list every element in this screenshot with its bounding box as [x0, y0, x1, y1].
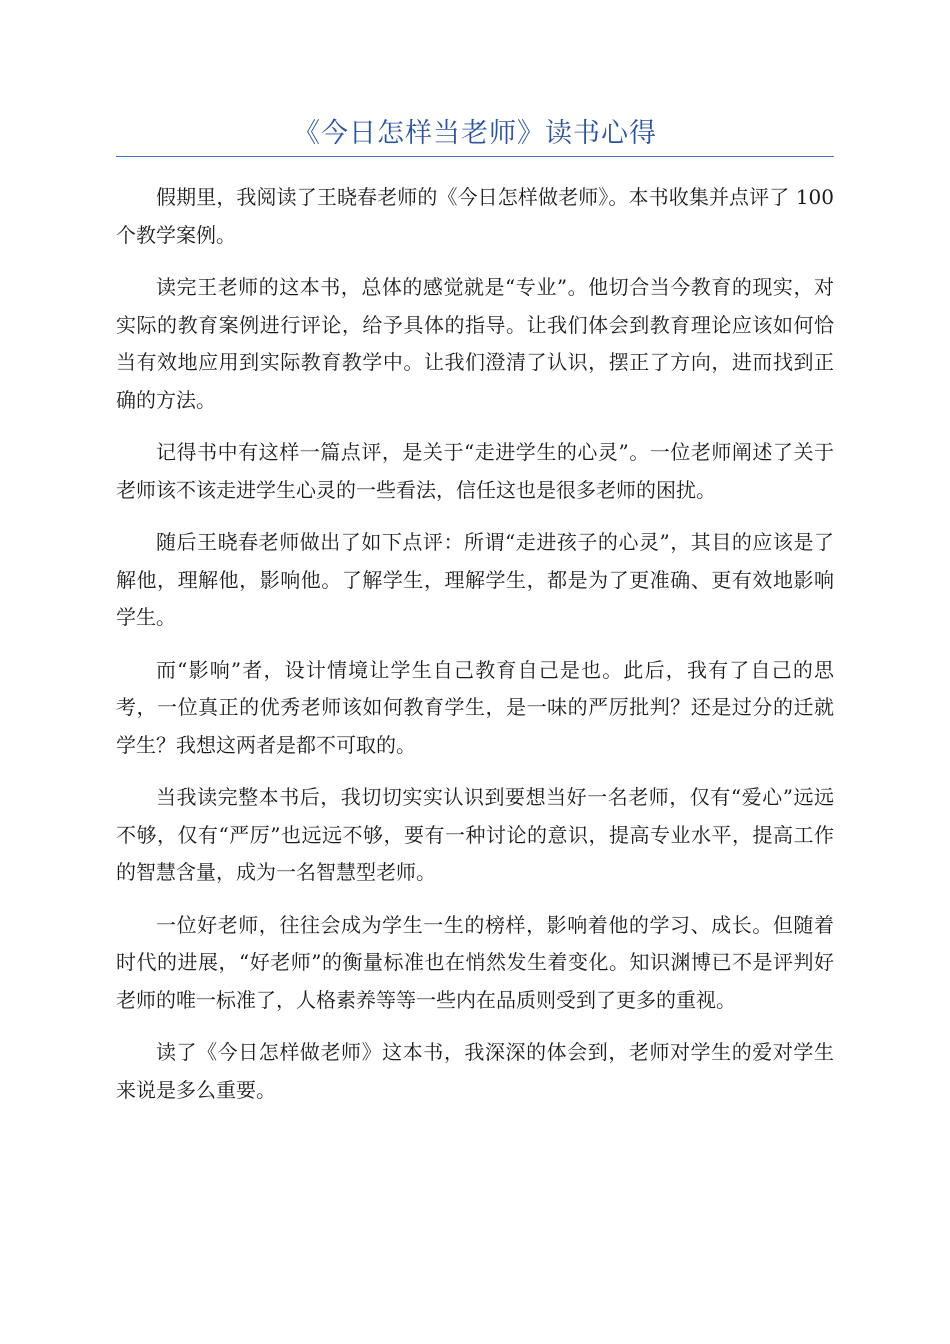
document-page	[116, 112, 834, 1124]
document-title: 《今日怎样当老师》读书心得	[293, 118, 657, 149]
paragraph-6: 当我读完整本书后，我切切实实认识到要想当好一名老师，仅有“爱心”远远不够，仅有“严厉”也远远不够，要有一种讨论的意识，提高专业水平，提高工作的智慧含量，成为一名智慧型老师。	[116, 785, 834, 884]
title-underline	[116, 156, 834, 157]
paragraph-1: 假期里，我阅读了王晓春老师的《今日怎样做老师》。本书收集并点评了 100 个教学案例。	[116, 185, 834, 247]
paragraph-5: 而“影响”者，设计情境让学生自己教育自己是也。此后，我有了自己的思考，一位真正的优秀老师该如何教育学生，是一味的严厉批判？还是过分的迁就学生？我想这两者是都不可取的。	[116, 657, 834, 757]
paragraph-7: 一位好老师，往往会成为学生一生的榜样，影响着他的学习、成长。但随着时代的进展，“好老师”的衡量标准也在悄然发生着变化。知识渊博已不是评判好老师的唯一标准了，人格素养等等一些内在品质则受到了更多的重视。	[116, 912, 834, 1012]
paragraph-3: 记得书中有这样一篇点评，是关于“走进学生的心灵”。一位老师阐述了关于老师该不该走进学生心灵的一些看法，信任这也是很多老师的困扰。	[116, 440, 834, 502]
paragraph-8: 读了《今日怎样做老师》这本书，我深深的体会到，老师对学生的爱对学生来说是多么重要。	[116, 1040, 834, 1102]
paragraph-4: 随后王晓春老师做出了如下点评：所谓“走进孩子的心灵”，其目的应该是了解他，理解他，影响他。了解学生，理解学生，都是为了更准确、更有效地影响学生。	[116, 530, 834, 629]
paragraph-2: 读完王老师的这本书，总体的感觉就是“专业”。他切合当今教育的现实，对实际的教育案例进行评论，给予具体的指导。让我们体会到教育理论应该如何恰当有效地应用到实际教育教学中。让我们澄清了认识，摆正了方向，进而找到正确的方法。	[116, 275, 834, 412]
